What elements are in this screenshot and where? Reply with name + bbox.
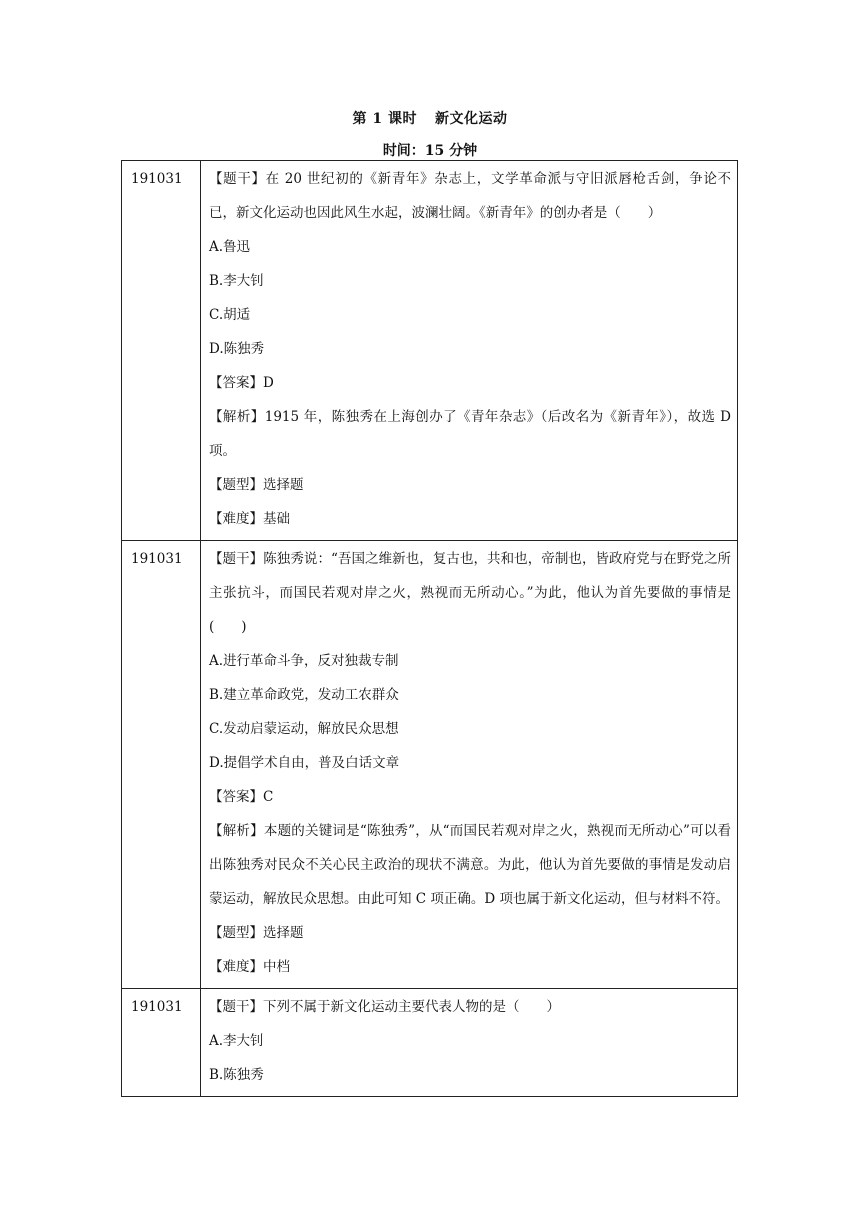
question-content (201, 161, 738, 541)
question-id: 191031 (122, 541, 201, 989)
analysis: 【解析】本题的关键词是“陈独秀”，从“而国民若观对岸之火，熟视而无所动心”可以看出陈独秀对民众不关心民主政治的现状不满意。为此，他认为首先要做的事情是发动启蒙运动，解放民众思想。由此可知 C 项正确。D 项也属于新文化运动，但与材料不符。 (209, 823, 731, 907)
option-c: C.胡适 (209, 307, 251, 323)
question-stem: 【题干】在 20 世纪初的《新青年》杂志上，文学革命派与守旧派唇枪舌剑，争论不已，新文化运动也因此风生水起，波澜壮阔。《新青年》的创办者是（ ） (209, 171, 731, 221)
question-type: 【题型】选择题 (209, 477, 304, 493)
difficulty: 【难度】基础 (209, 511, 290, 527)
answer: 【答案】C (209, 789, 274, 805)
question-content (201, 989, 738, 1097)
option-a: A.鲁迅 (209, 239, 251, 255)
question-type: 【题型】选择题 (209, 925, 304, 941)
question-content (201, 541, 738, 989)
option-d: D.陈独秀 (209, 341, 265, 357)
option-a: A.进行革命斗争，反对独裁专制 (209, 653, 399, 669)
option-a: A.李大钊 (209, 1033, 264, 1049)
question-id: 191031 (122, 161, 201, 541)
option-b: B.陈独秀 (209, 1067, 264, 1083)
answer: 【答案】D (209, 375, 274, 391)
analysis: 【解析】1915 年，陈独秀在上海创办了《青年杂志》（后改名为《新青年》），故选 D 项。 (209, 409, 731, 459)
table-row (122, 541, 738, 989)
difficulty: 【难度】中档 (209, 959, 290, 975)
table-row (122, 161, 738, 541)
page-title (0, 108, 860, 128)
option-b: B.建立革命政党，发动工农群众 (209, 687, 399, 703)
option-b: B.李大钊 (209, 273, 264, 289)
option-d: D.提倡学术自由，普及白话文章 (209, 755, 400, 771)
option-c: C.发动启蒙运动，解放民众思想 (209, 721, 399, 737)
table-row (122, 989, 738, 1097)
question-table (121, 160, 738, 1097)
question-stem: 【题干】陈独秀说：“吾国之维新也，复古也，共和也，帝制也，皆政府党与在野党之所主张抗斗，而国民若观对岸之火，熟视而无所动心。”为此，他认为首先要做的事情是( ) (209, 551, 731, 635)
title-lesson: 第 1 课时 (352, 111, 417, 127)
title-topic: 新文化运动 (435, 111, 508, 127)
question-stem: 【题干】下列不属于新文化运动主要代表人物的是（ ） (209, 999, 560, 1015)
question-id: 191031 (122, 989, 201, 1097)
page-subtitle: 时间：15 分钟 (382, 143, 478, 159)
